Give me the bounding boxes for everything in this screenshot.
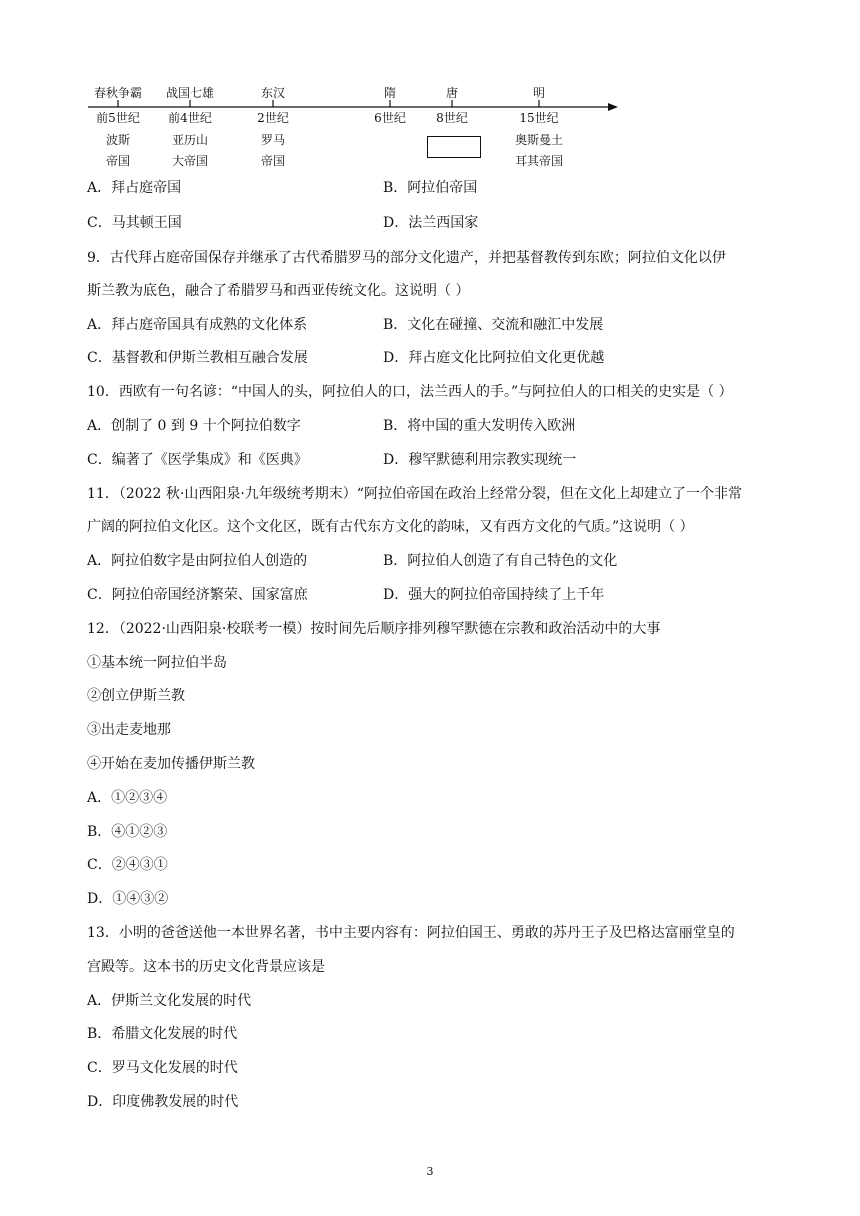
q11-stem-line1: 11．（2022 秋·山西阳泉·九年级统考期末）“阿拉伯帝国在政治上经常分裂，但在文化上却建立了一个非常 bbox=[87, 486, 742, 502]
q12-stem-line1: 12．（2022·山西阳泉·校联考一模）按时间先后顺序排列穆罕默德在宗教和政治活动中的大事 bbox=[87, 621, 661, 637]
timeline-top-label: 唐 bbox=[445, 86, 459, 100]
timeline-date-label: 6世纪 bbox=[374, 111, 406, 125]
q13-option-b: B．希腊文化发展的时代 bbox=[87, 1026, 238, 1042]
q10-stem-line1: 10．西欧有一句名谚：“中国人的头，阿拉伯人的口，法兰西人的手。”与阿拉伯人的口相关的史实是（ ） bbox=[87, 384, 733, 400]
q8-option-d: D．法兰西国家 bbox=[383, 215, 479, 231]
q13-option-d: D．印度佛教发展的时代 bbox=[87, 1094, 239, 1110]
timeline-top-label: 战国七雄 bbox=[165, 86, 215, 100]
q10-option-b: B．将中国的重大发明传入欧洲 bbox=[383, 418, 576, 434]
timeline-top-label: 春秋争霸 bbox=[93, 86, 143, 100]
q12-event-4: ④开始在麦加传播伊斯兰教 bbox=[87, 756, 255, 772]
q13-stem-line1: 13．小明的爸爸送他一本世界名著，书中主要内容有：阿拉伯国王、勇敢的苏丹王子及巴格达富丽堂皇的 bbox=[87, 925, 735, 941]
q8-option-c: C．马其顿王国 bbox=[87, 215, 182, 231]
timeline-top-label: 明 bbox=[532, 86, 546, 100]
q9-option-a: A．拜占庭帝国具有成熟的文化体系 bbox=[87, 317, 308, 333]
timeline-empire-caption: 奥斯曼土 耳其帝国 bbox=[514, 133, 564, 168]
q12-option-d: D．①④③② bbox=[87, 891, 169, 907]
q12-event-2: ②创立伊斯兰教 bbox=[87, 688, 185, 704]
q9-option-d: D．拜占庭文化比阿拉伯文化更优越 bbox=[383, 350, 605, 366]
timeline-figure bbox=[80, 78, 620, 178]
timeline-top-label: 隋 bbox=[383, 86, 397, 100]
page-number: 3 bbox=[426, 1165, 434, 1178]
timeline-blank-box bbox=[427, 136, 481, 158]
timeline-date-label: 2世纪 bbox=[257, 111, 289, 125]
q12-event-1: ①基本统一阿拉伯半岛 bbox=[87, 655, 227, 671]
timeline-date-label: 前4世纪 bbox=[168, 111, 212, 125]
q13-option-c: C．罗马文化发展的时代 bbox=[87, 1060, 238, 1076]
q13-stem-line2: 宫殿等。这本书的历史文化背景应该是 bbox=[87, 959, 325, 975]
q10-option-c: C．编著了《医学集成》和《医典》 bbox=[87, 452, 308, 468]
q11-option-a: A．阿拉伯数字是由阿拉伯人创造的 bbox=[87, 553, 308, 569]
q9-stem-line2: 斯兰教为底色，融合了希腊罗马和西亚传统文化。这说明（ ） bbox=[87, 283, 470, 299]
q12-option-c: C．②④③① bbox=[87, 857, 168, 873]
q11-stem-line2: 广阔的阿拉伯文化区。这个文化区，既有古代东方文化的韵味，又有西方文化的气质。”这说明（ ） bbox=[87, 519, 694, 535]
q8-option-b: B．阿拉伯帝国 bbox=[383, 180, 478, 196]
q10-option-d: D．穆罕默德利用宗教实现统一 bbox=[383, 452, 577, 468]
timeline-empire-caption: 波斯 帝国 bbox=[105, 133, 131, 168]
timeline-date-label: 15世纪 bbox=[519, 111, 559, 125]
timeline-empire-caption: 罗马 帝国 bbox=[260, 133, 286, 168]
q10-option-a: A．创制了 0 到 9 十个阿拉伯数字 bbox=[87, 418, 301, 434]
q11-option-d: D．强大的阿拉伯帝国持续了上千年 bbox=[383, 587, 605, 603]
timeline-empire-caption: 亚历山 大帝国 bbox=[171, 133, 209, 168]
q9-option-b: B．文化在碰撞、交流和融汇中发展 bbox=[383, 317, 604, 333]
q11-option-b: B．阿拉伯人创造了有自己特色的文化 bbox=[383, 553, 618, 569]
q11-option-c: C．阿拉伯帝国经济繁荣、国家富庶 bbox=[87, 587, 308, 603]
q9-stem-line1: 9．古代拜占庭帝国保存并继承了古代希腊罗马的部分文化遗产，并把基督教传到东欧；阿拉伯文化以伊 bbox=[87, 250, 726, 266]
timeline-date-label: 前5世纪 bbox=[96, 111, 140, 125]
q8-option-a: A．拜占庭帝国 bbox=[87, 180, 182, 196]
timeline-top-label: 东汉 bbox=[260, 86, 286, 100]
timeline-date-label: 8世纪 bbox=[436, 111, 468, 125]
q12-option-b: B．④①②③ bbox=[87, 824, 168, 840]
q12-event-3: ③出走麦地那 bbox=[87, 722, 171, 738]
q12-option-a: A．①②③④ bbox=[87, 790, 168, 806]
q9-option-c: C．基督教和伊斯兰教相互融合发展 bbox=[87, 350, 308, 366]
q13-option-a: A．伊斯兰文化发展的时代 bbox=[87, 993, 252, 1009]
